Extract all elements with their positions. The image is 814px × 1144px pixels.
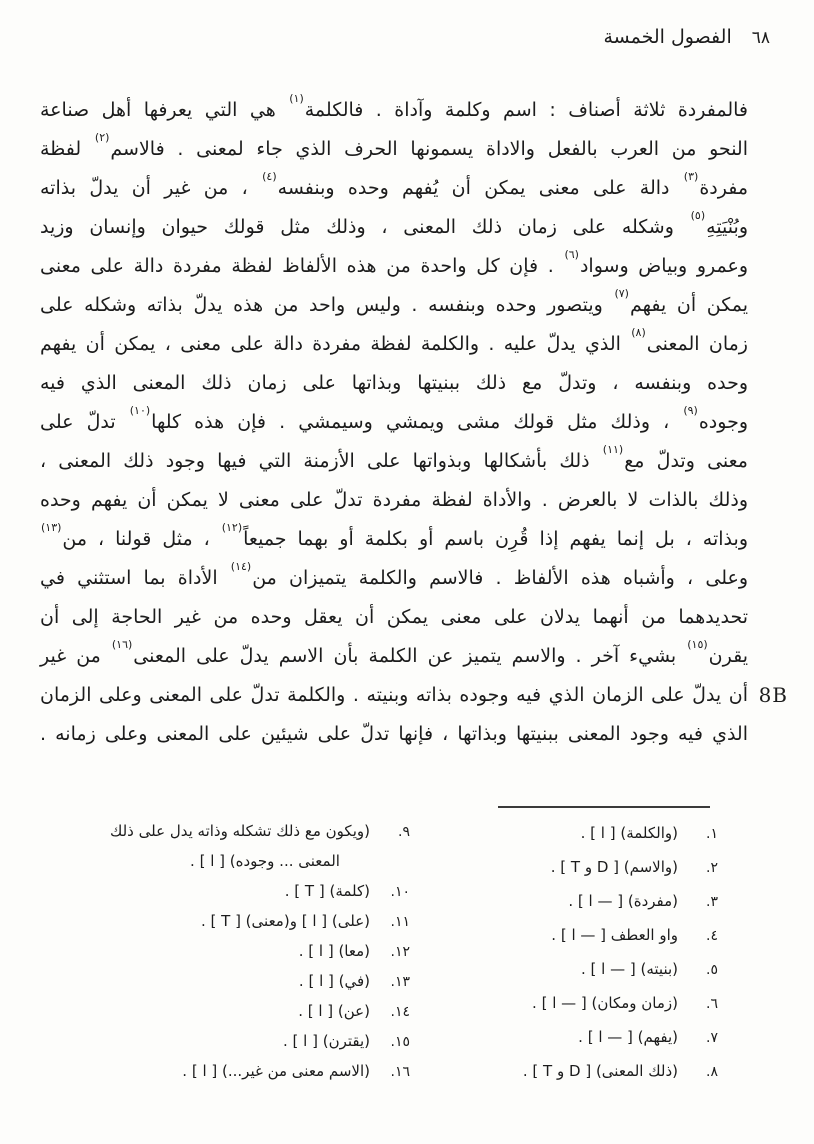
footnote-ref: (١١): [602, 442, 624, 456]
footnote-ref: (١٦): [111, 637, 133, 651]
body-line: فالمفردة ثلاثة أصناف : اسم وكلمة وآداة . فالكلمة$^{(١)}$ هي التي يعرفها أهل صناعة: [40, 91, 749, 121]
body-line: أن يدلّ على الزمان الذي فيه وجوده بذاته وبنيته . والكلمة تدلّ على المعنى وعلى الزمان: [40, 684, 748, 706]
footnote: [468, 850, 718, 884]
footnote-ref: (٣): [683, 169, 699, 183]
footnote-ref: (١): [289, 91, 304, 105]
footnote-text: (عن) [ ا ] .: [298, 1002, 370, 1020]
footnote-text: (والكلمة) [ ا ] .: [580, 824, 678, 842]
footnote-text: (معا) [ ا ] .: [298, 942, 370, 960]
footnote-ref: (٧): [614, 286, 629, 300]
footnotes-column-right: [468, 816, 718, 1088]
footnote-text: (مفردة) [ — ا ] .: [568, 892, 678, 910]
footnote: [468, 1054, 718, 1088]
footnote-ref: (١٢): [221, 520, 243, 534]
footnote-number: ٤.: [706, 928, 718, 944]
footnote-text: (الاسم معنى من غير...) [ ا ] .: [182, 1062, 370, 1080]
body-line: مفردة$^{(٣)}$ دالة على معنى يمكن أن يُفهم وحده وبنفسه$^{(٤)}$ ، من غير أن يدلّ بذاته: [40, 169, 748, 199]
footnote: [60, 1026, 410, 1056]
footnote: [60, 936, 410, 966]
footnote: [60, 1056, 410, 1086]
footnote: [60, 816, 410, 846]
body-line: زمان المعنى$^{(٨)}$ الذي يدلّ عليه . والكلمة لفظة مفردة دالة على معنى ، يمكن أن يفهم: [40, 325, 748, 355]
footnote-number: ١٢.: [390, 944, 410, 960]
footnote-ref: (٢): [94, 130, 110, 144]
footnote-ref: (١٠): [129, 403, 151, 417]
footnote-number: ١٥.: [390, 1034, 410, 1050]
footnote-number: ١٣.: [390, 974, 410, 990]
footnote-ref: (٥): [690, 208, 706, 222]
page-header: [603, 26, 770, 48]
footnote-separator-rule: [498, 806, 710, 808]
footnote-number: ١.: [706, 826, 718, 842]
footnote-text-continuation: المعنى ... وجوده) [ ا ] .: [190, 852, 340, 870]
footnote-number: ١١.: [390, 914, 410, 930]
body-line: يمكن أن يفهم$^{(٧)}$ ويتصور وحده وبنفسه . وليس واحد من هذه يدلّ بذاته وشكله على: [40, 286, 749, 316]
folio-marker: 8B: [758, 683, 788, 707]
footnote-number: ١٠.: [390, 884, 410, 900]
footnote: [60, 996, 410, 1026]
body-line: وذلك بالذات لا بالعرض . والأداة لفظة مفردة تدلّ على معنى لا يمكن أن يفهم وحده: [40, 489, 748, 511]
footnote-text: (يقترن) [ ا ] .: [283, 1032, 370, 1050]
footnote-ref: (١٥): [687, 637, 708, 651]
footnote: [468, 918, 718, 952]
body-line: يقرن$^{(١٥)}$ بشيء آخر . والاسم يتميز عن الكلمة بأن الاسم يدلّ على المعنى$^{(١٦)}$ من غير: [40, 637, 748, 667]
footnote-number: ٦.: [706, 996, 718, 1012]
body-line: وبُنْيَتِهِ$^{(٥)}$ وشكله على زمان ذلك المعنى ، وذلك مثل قولك حيوان وإنسان وزيد: [40, 208, 748, 238]
body-line: معنى وتدلّ مع$^{(١١)}$ ذلك بأشكالها وبذواتها على الأزمنة التي فيها وجود ذلك المعنى ،: [40, 442, 748, 472]
footnote-number: ٩.: [398, 824, 410, 840]
footnote-number: ٧.: [706, 1030, 718, 1046]
footnote-text: (يفهم) [ — ا ] .: [578, 1028, 678, 1046]
footnote-text: (على) [ ا ] و(معنى) [ T ] .: [200, 912, 370, 930]
footnote-text: (في) [ ا ] .: [298, 972, 370, 990]
footnote-number: ١٤.: [390, 1004, 410, 1020]
footnote: [60, 876, 410, 906]
footnote-number: ٢.: [706, 860, 718, 876]
footnote-ref: (٩): [683, 403, 698, 417]
body-line: وحده وبنفسه ، وتدلّ مع ذلك ببنيتها وبذاتها على زمان ذلك المعنى الذي فيه: [40, 372, 748, 394]
footnote-number: ١٦.: [390, 1064, 410, 1080]
footnote-ref: (٨): [631, 325, 646, 339]
footnote-ref: (١٤): [230, 559, 252, 573]
footnote-text: (ويكون مع ذلك تشكله وذاته يدل على ذلك: [109, 822, 370, 840]
body-line: تحديدهما من أنهما يدلان على معنى يمكن أن يعقل وحده من غير الحاجة إلى أن: [40, 606, 748, 628]
footnote-text: واو العطف [ — ا ] .: [551, 926, 678, 944]
body-line: وجوده$^{(٩)}$ ، وذلك مثل قولك مشى ويمشي وسيمشي . فإن هذه كلها$^{(١٠)}$ تدلّ على: [40, 403, 748, 433]
footnote-text: (بنيته) [ — ا ] .: [581, 960, 678, 978]
footnote-number: ٥.: [706, 962, 718, 978]
footnote-number: ٣.: [706, 894, 718, 910]
footnote-text: (زمان ومكان) [ — ا ] .: [532, 994, 678, 1012]
footnote-ref: (١٣): [41, 520, 62, 534]
footnote-ref: (٦): [564, 247, 579, 261]
footnote-ref: (٤): [262, 169, 277, 183]
body-line: وبذاته ، بل إنما يفهم إذا قُرِن باسم أو بكلمة أو بهما جميعاً$^{(١٢)}$ ، مثل قولنا ، من$^{(١٣)}$: [41, 520, 748, 550]
footnote: [468, 884, 718, 918]
page-number: ٦٨: [751, 28, 770, 48]
body-line: الذي فيه وجود المعنى ببنيتها وبذاتها ، فإنها تدلّ على شيئين على المعنى وعلى زمانه .: [40, 723, 748, 745]
footnotes-column-left: [60, 816, 410, 1086]
footnote-text: (ذلك المعنى) [ D و T ] .: [522, 1062, 678, 1080]
footnote: [60, 906, 410, 936]
footnote: [468, 1020, 718, 1054]
footnote-text: (كلمة) [ T ] .: [284, 882, 370, 900]
footnote: [468, 986, 718, 1020]
body-line: وعمرو وبياض وسواد$^{(٦)}$ . فإن كل واحدة من هذه الألفاظ لفظة مفردة دالة على معنى: [40, 247, 748, 277]
body-text: [40, 91, 748, 754]
footnote: [60, 966, 410, 996]
body-line: وعلى ، وأشباه هذه الألفاظ . فالاسم والكلمة يتميزان من$^{(١٤)}$ الأداة بما استثني في: [40, 559, 748, 589]
footnote: [468, 816, 718, 850]
body-line: النحو من العرب بالفعل والاداة يسمونها الحرف الذي جاء لمعنى . فالاسم$^{(٢)}$ لفظة: [40, 130, 748, 160]
footnote: [468, 952, 718, 986]
running-title: الفصول الخمسة: [603, 26, 732, 48]
footnote-text: (والاسم) [ D و T ] .: [550, 858, 678, 876]
footnote-number: ٨.: [706, 1064, 718, 1080]
